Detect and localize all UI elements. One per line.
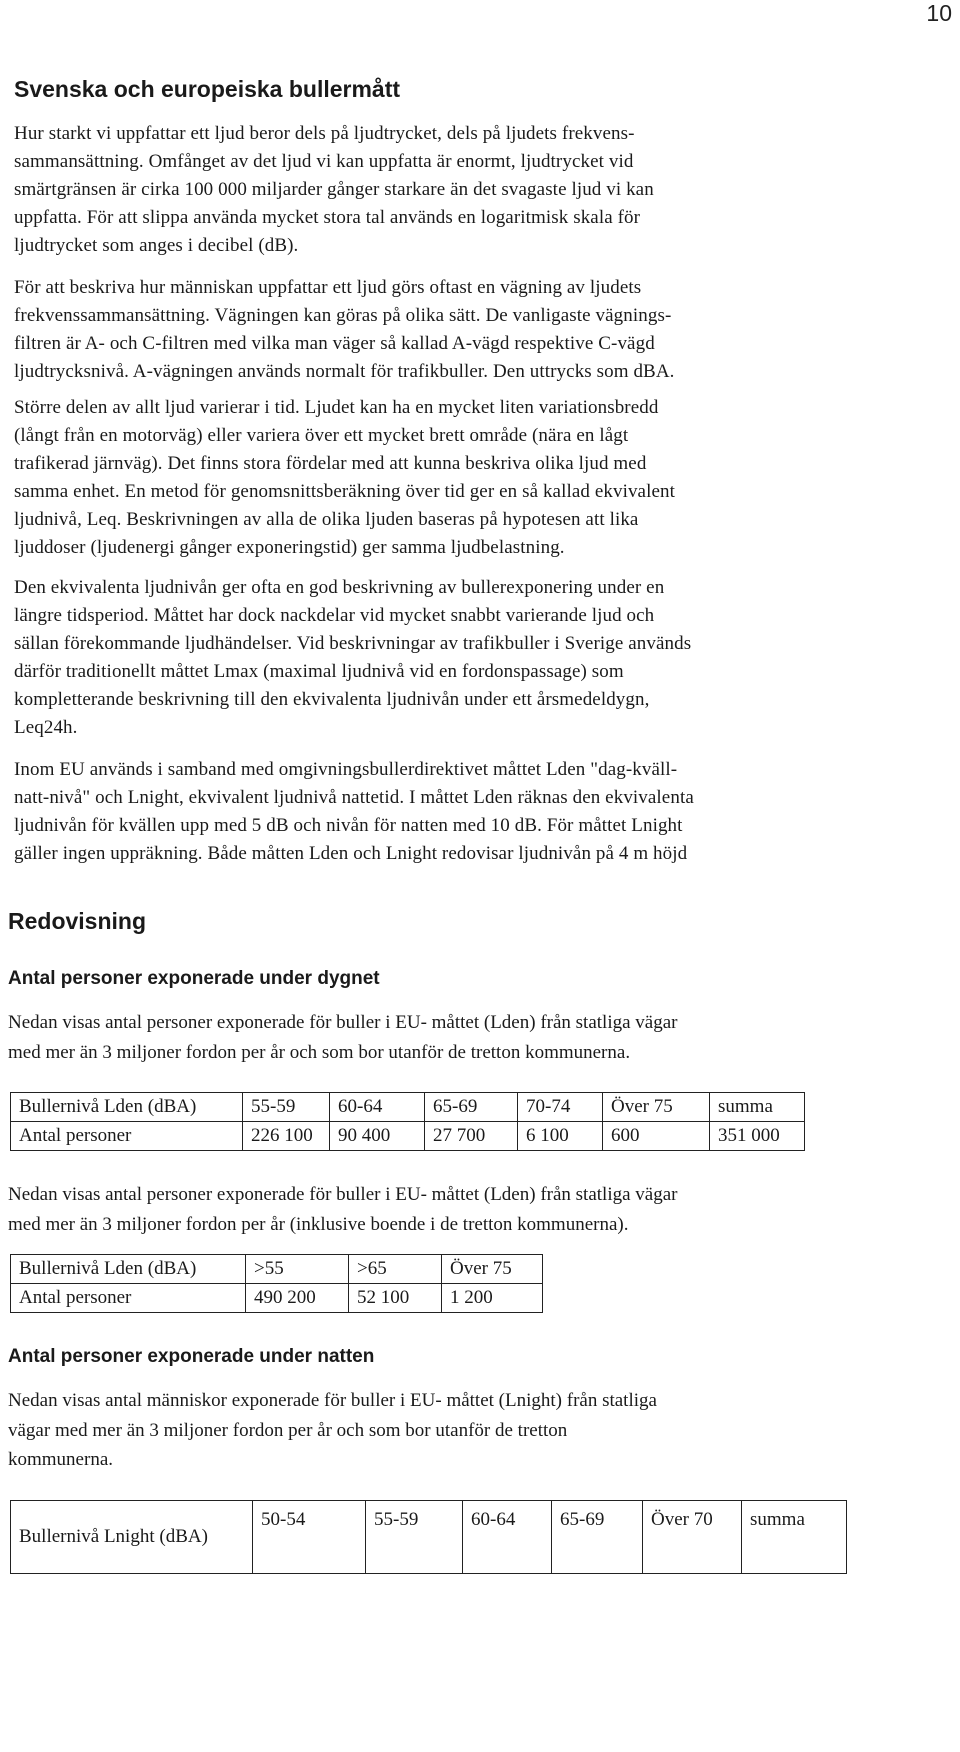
table-cell: 600	[603, 1122, 710, 1151]
table-cell: 70-74	[518, 1093, 603, 1122]
text-line: kommunerna.	[8, 1449, 114, 1470]
text-line: Nedan visas antal människor exponerade för buller i EU- måttet (Lnight) från statliga	[8, 1390, 657, 1411]
table-cell: summa	[710, 1093, 805, 1122]
text-line: samma enhet. En metod för genomsnittsberäkning över tid ger en så kallad ekvivalent	[14, 481, 675, 502]
table-cell: 226 100	[243, 1122, 330, 1151]
section-heading-bullermatt: Svenska och europeiska bullermått	[14, 76, 401, 102]
table-cell: Antal personer	[11, 1284, 246, 1313]
text-line: Nedan visas antal personer exponerade för buller i EU- måttet (Lden) från statliga vägar	[8, 1012, 678, 1033]
text-line: uppfatta. För att slippa använda mycket stora tal används en logaritmisk skala för	[14, 207, 641, 228]
paragraph-1	[14, 120, 949, 260]
text-line: Nedan visas antal personer exponerade för buller i EU- måttet (Lden) från statliga vägar	[8, 1184, 678, 1205]
text-line: ljudnivån för kvällen upp med 5 dB och nivån för natten med 10 dB. För måttet Lnight	[14, 815, 683, 836]
text-line: För att beskriva hur människan uppfattar ett ljud görs oftast en vägning av ljudets	[14, 277, 642, 298]
text-line: ljudnivå, Leq. Beskrivningen av alla de olika ljuden baseras på hypotesen att lika	[14, 509, 639, 530]
table-cell: 65-69	[552, 1501, 643, 1574]
table-cell: 90 400	[330, 1122, 425, 1151]
subheading-dygnet: Antal personer exponerade under dygnet	[8, 968, 380, 989]
paragraph-3	[14, 394, 949, 562]
text-line: därför traditionellt måttet Lmax (maximal ljudnivå vid en fordonspassage) som	[14, 661, 624, 682]
table-lden-totalt	[10, 1254, 543, 1313]
table-cell: Bullernivå Lden (dBA)	[11, 1093, 243, 1122]
section-heading-redovisning: Redovisning	[8, 908, 147, 934]
table-cell: 490 200	[246, 1284, 349, 1313]
table-cell: Bullernivå Lnight (dBA)	[11, 1501, 253, 1574]
table-row	[11, 1284, 543, 1313]
table-cell: summa	[742, 1501, 847, 1574]
table-cell: 65-69	[425, 1093, 518, 1122]
table-cell: 1 200	[442, 1284, 543, 1313]
table-cell: 60-64	[463, 1501, 552, 1574]
paragraph-intro-1	[8, 1008, 943, 1067]
text-line: natt-nivå" och Lnight, ekvivalent ljudnivå nattetid. I måttet Lden räknas den ekvivalenta	[14, 787, 694, 808]
text-line: längre tidsperiod. Måttet har dock nackdelar vid mycket snabbt varierande ljud och	[14, 605, 655, 626]
text-line: trafikerad järnväg). Det finns stora fördelar med att kunna beskriva olika ljud med	[14, 453, 647, 474]
table-cell: >65	[349, 1255, 442, 1284]
text-line: Leq24h.	[14, 717, 78, 738]
paragraph-intro-2	[8, 1180, 943, 1239]
table-cell: 55-59	[243, 1093, 330, 1122]
table-cell: 50-54	[253, 1501, 366, 1574]
text-line: sällan förekommande ljudhändelser. Vid beskrivningar av trafikbuller i Sverige används	[14, 633, 692, 654]
table-cell: >55	[246, 1255, 349, 1284]
text-line: ljuddoser (ljudenergi gånger exponeringstid) ger samma ljudbelastning.	[14, 537, 565, 558]
text-line: filtren är A- och C-filtren med vilka man väger så kallad A-vägd respektive C-vägd	[14, 333, 655, 354]
table-cell: 27 700	[425, 1122, 518, 1151]
text-line: smärtgränsen är cirka 100 000 miljarder gånger starkare än det svagaste ljud vi kan	[14, 179, 654, 200]
text-line: Den ekvivalenta ljudnivån ger ofta en god beskrivning av bullerexponering under en	[14, 577, 665, 598]
table-row	[11, 1501, 847, 1574]
table-lden-dygn	[10, 1092, 805, 1151]
table-cell: Bullernivå Lden (dBA)	[11, 1255, 246, 1284]
text-line: frekvenssammansättning. Vägningen kan göras på olika sätt. De vanligaste vägnings-	[14, 305, 672, 326]
table-row	[11, 1093, 805, 1122]
text-line: Inom EU används i samband med omgivningsbullerdirektivet måttet Lden "dag-kväll-	[14, 759, 678, 780]
text-line: vägar med mer än 3 miljoner fordon per år och som bor utanför de tretton	[8, 1419, 568, 1441]
table-cell: Över 70	[643, 1501, 742, 1574]
text-line: gäller ingen uppräkning. Både måtten Lden och Lnight redovisar ljudnivån på 4 m höjd	[14, 843, 688, 864]
table-row	[11, 1255, 543, 1284]
subheading-natten: Antal personer exponerade under natten	[8, 1346, 375, 1367]
table-row	[11, 1122, 805, 1151]
table-lnight	[10, 1500, 847, 1574]
table-cell: 55-59	[366, 1501, 463, 1574]
page-number: 10	[926, 0, 952, 26]
paragraph-4	[14, 574, 949, 742]
table-cell: Antal personer	[11, 1122, 243, 1151]
table-cell: 351 000	[710, 1122, 805, 1151]
text-line: ljudtrycksnivå. A-vägningen används normalt för trafikbuller. Den uttrycks som dBA.	[14, 361, 675, 382]
table-cell: Över 75	[442, 1255, 543, 1284]
text-line: med mer än 3 miljoner fordon per år och som bor utanför de tretton kommunerna.	[8, 1041, 631, 1063]
paragraph-intro-3	[8, 1386, 943, 1475]
text-line: sammansättning. Omfånget av det ljud vi kan uppfatta är enormt, ljudtrycket vid	[14, 151, 634, 172]
table-cell: Över 75	[603, 1093, 710, 1122]
text-line: Hur starkt vi uppfattar ett ljud beror dels på ljudtrycket, dels på ljudets frekvens-	[14, 123, 635, 144]
text-line: med mer än 3 miljoner fordon per år (inklusive boende i de tretton kommunerna).	[8, 1213, 629, 1235]
text-line: Större delen av allt ljud varierar i tid. Ljudet kan ha en mycket liten variationsbredd	[14, 397, 659, 418]
paragraph-2	[14, 274, 949, 386]
text-line: kompletterande beskrivning till den ekvivalenta ljudnivån under ett årsmedeldygn,	[14, 689, 650, 710]
table-cell: 52 100	[349, 1284, 442, 1313]
paragraph-5	[14, 756, 949, 868]
table-cell: 6 100	[518, 1122, 603, 1151]
table-cell: 60-64	[330, 1093, 425, 1122]
text-line: (långt från en motorväg) eller variera över ett mycket brett område (nära en lågt	[14, 425, 629, 446]
text-line: ljudtrycket som anges i decibel (dB).	[14, 235, 299, 256]
